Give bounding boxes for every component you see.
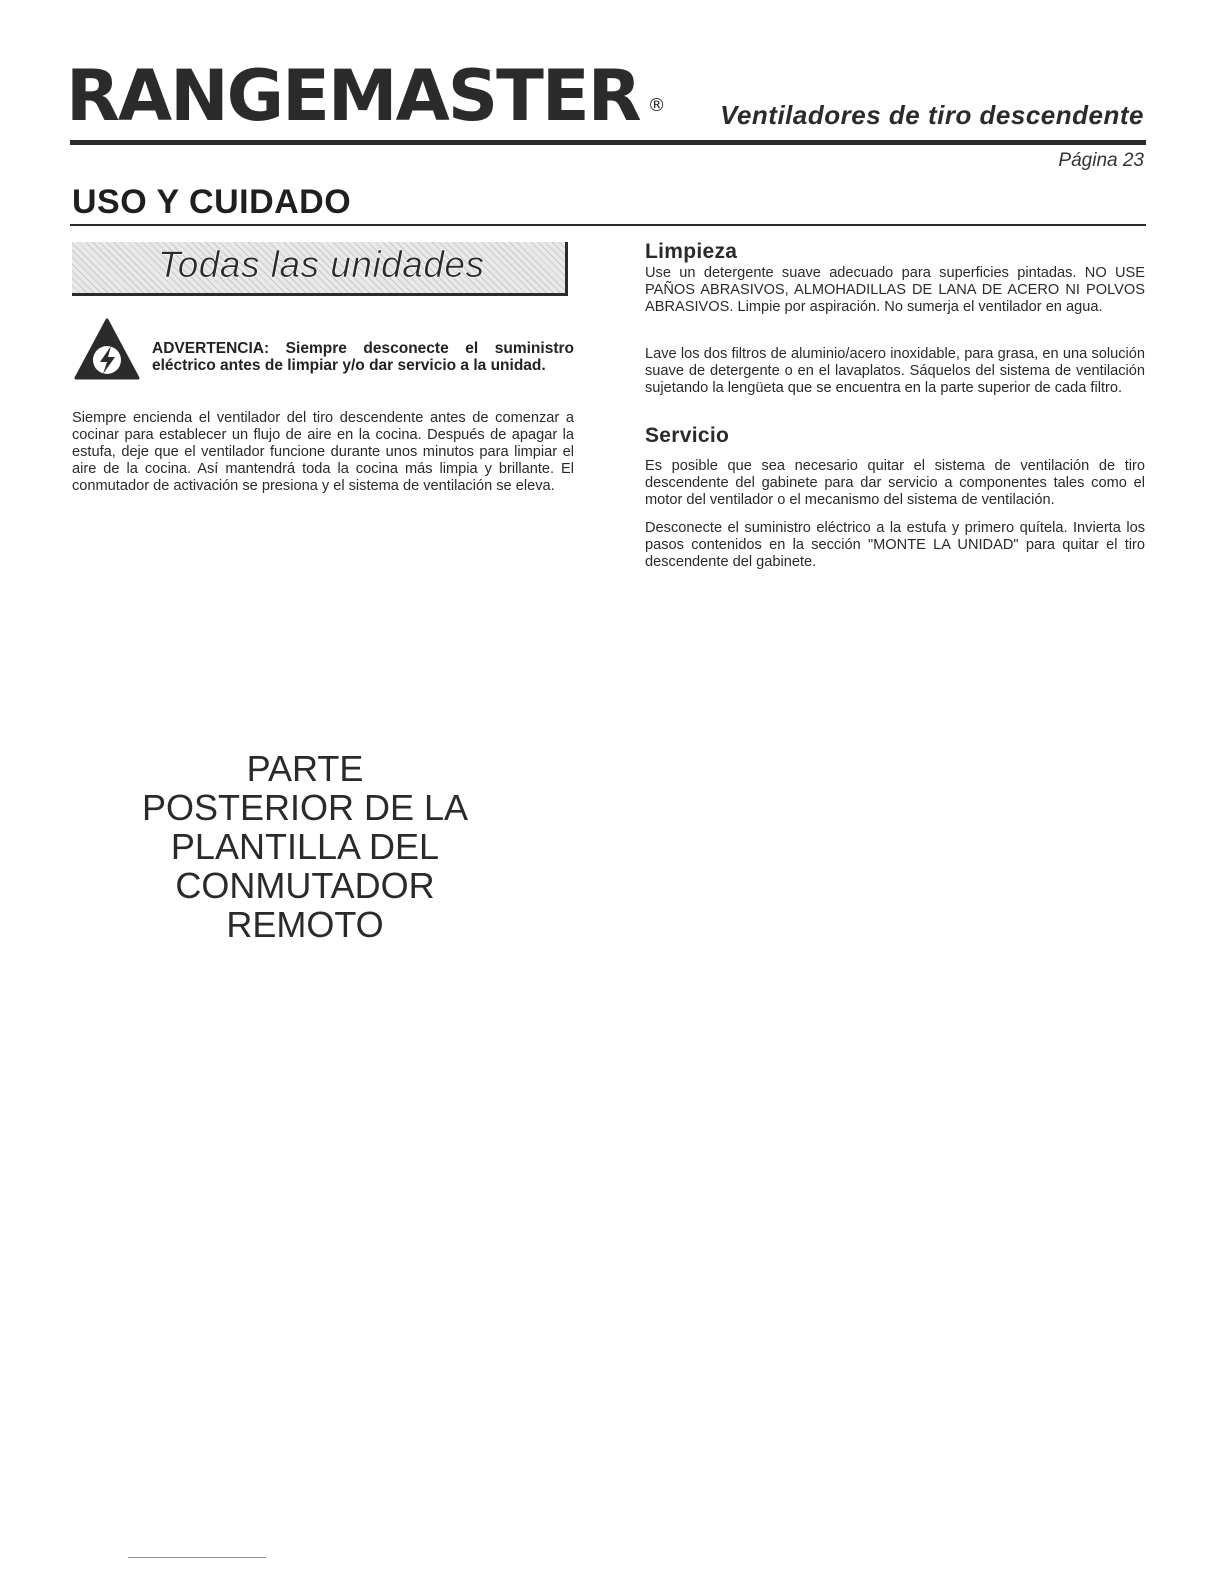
- section-title: USO Y CUIDADO: [72, 183, 352, 221]
- filter-cleaning-paragraph: Lave los dos filtros de aluminio/acero inoxidable, para grasa, en una solución suave de detergente o en el lavaplatos. Sáquelos del sistema de ventilación sujetando la lengüeta que se encuentra en la parte superior de cada filtro.: [645, 346, 1145, 396]
- template-back-label-line: PARTE: [246, 748, 364, 789]
- service-heading: Servicio: [645, 424, 730, 447]
- units-banner: [72, 242, 568, 296]
- document-title: Ventiladores de tiro descendente: [720, 100, 1144, 130]
- template-back-label-line: REMOTO: [226, 904, 384, 945]
- registered-mark: ®: [647, 95, 666, 116]
- service-paragraph: Es posible que sea necesario quitar el sistema de ventilación de tiro descendente del gabinete para dar servicio a componentes tales como el motor del ventilador o el mecanismo del sistema de ventilación.: [645, 458, 1145, 508]
- units-banner-label: Todas las unidades: [158, 244, 485, 285]
- cleaning-paragraph: Use un detergente suave adecuado para superficies pintadas. NO USE PAÑOS ABRASIVOS, ALMOHADILLAS DE LANA DE ACERO NI POLVOS ABRASIVOS. Limpie por aspiración. No sumerja el ventilador en agua.: [645, 265, 1145, 315]
- template-back-label: [90, 749, 520, 944]
- template-back-label-line: PLANTILLA DEL: [170, 826, 440, 867]
- footer-rule: [128, 1557, 266, 1558]
- brand-name: RANGEMASTER: [66, 55, 640, 137]
- service-removal-paragraph: Desconecte el suministro eléctrico a la estufa y primero quítela. Invierta los pasos contenidos en la sección "MONTE LA UNIDAD" para quitar el tiro descendente del gabinete.: [645, 520, 1145, 570]
- electric-hazard-triangle-icon: [74, 318, 140, 380]
- intro-paragraph: Siempre encienda el ventilador del tiro descendente antes de comenzar a cocinar para establecer un flujo de aire en la cocina. Después de apagar la estufa, deje que el ventilador funcione durante unos minutos para limpiar el aire de la cocina. Así mantendrá toda la cocina más limpia y brillante. El conmutador de activación se presiona y el sistema de ventilación se eleva.: [72, 410, 574, 494]
- cleaning-heading: Limpieza: [645, 240, 738, 263]
- brand-logo: [66, 55, 666, 137]
- section-rule: [70, 224, 1146, 226]
- warning-text: ADVERTENCIA: Siempre desconecte el suministro eléctrico antes de limpiar y/o dar servicio a la unidad.: [152, 340, 574, 374]
- template-back-label-line: CONMUTADOR: [175, 865, 435, 906]
- header-rule: [70, 140, 1146, 145]
- page-number: Página 23: [1058, 150, 1144, 171]
- template-back-label-line: POSTERIOR DE LA: [141, 787, 469, 828]
